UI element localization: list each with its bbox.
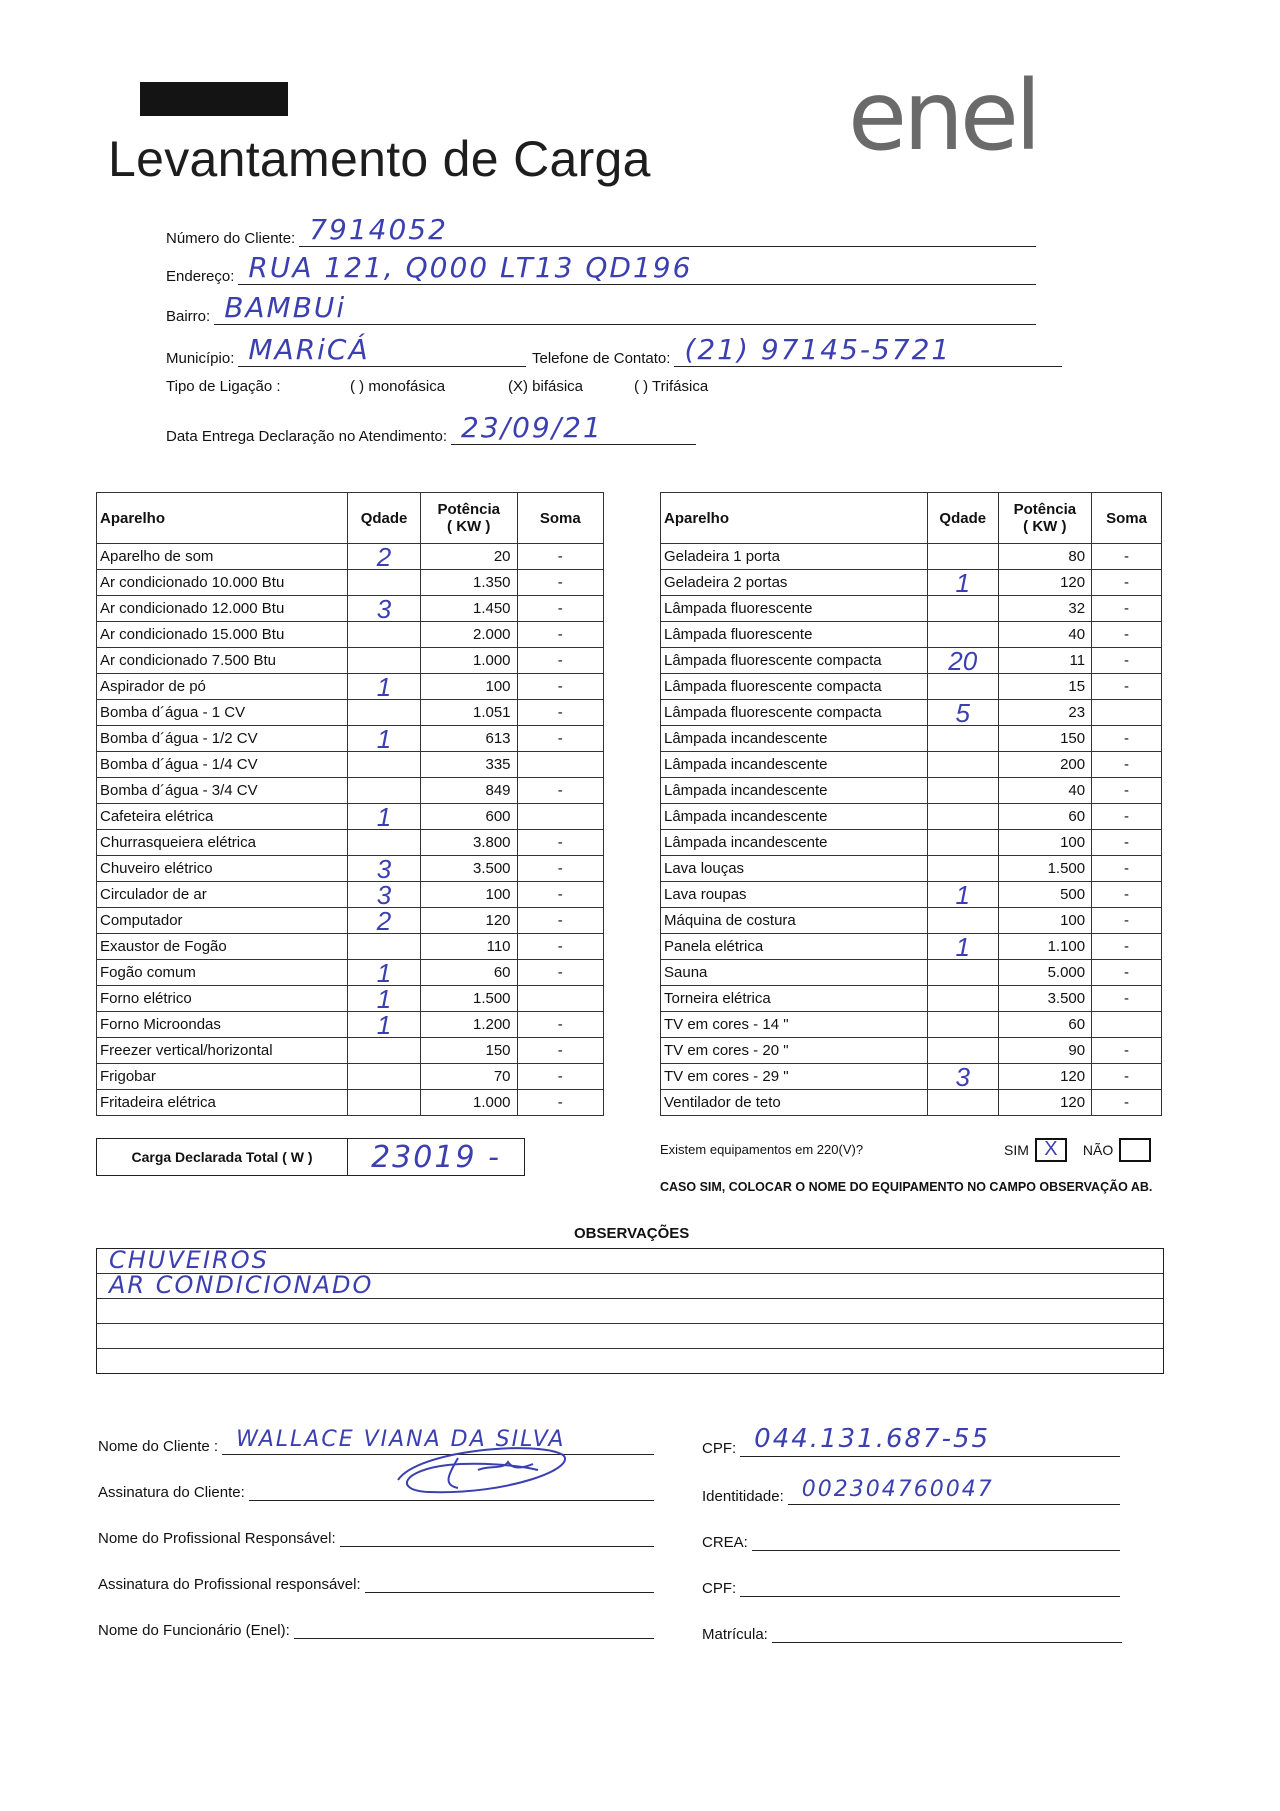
table-row	[661, 856, 1162, 882]
cpf-label: CPF:	[702, 1440, 737, 1457]
observacao-line[interactable]	[97, 1324, 1163, 1349]
cell-aparelho: Forno Microondas	[97, 1012, 348, 1038]
table-row	[661, 960, 1162, 986]
observacoes-box[interactable]	[96, 1248, 1164, 1374]
sim-checkbox[interactable]: X	[1035, 1138, 1067, 1162]
cell-soma[interactable]: -	[517, 674, 603, 700]
table-row	[661, 544, 1162, 570]
telefone-label: Telefone de Contato:	[532, 350, 671, 367]
cell-qdade[interactable]	[927, 908, 998, 934]
cell-potencia: 120	[998, 1064, 1092, 1090]
table-row	[661, 1064, 1162, 1090]
cell-potencia: 1.000	[420, 648, 517, 674]
cell-aparelho: Lâmpada incandescente	[661, 804, 928, 830]
cell-aparelho: Máquina de costura	[661, 908, 928, 934]
observacao-text: CHUVEIROS	[109, 1246, 269, 1274]
cell-soma[interactable]	[517, 752, 603, 778]
cell-soma[interactable]	[517, 986, 603, 1012]
cell-qdade[interactable]: 1	[348, 726, 421, 752]
cell-potencia: 120	[420, 908, 517, 934]
table-row	[97, 856, 604, 882]
table-row	[97, 804, 604, 830]
observacoes-title: OBSERVAÇÕES	[574, 1225, 690, 1242]
cell-potencia: 40	[998, 778, 1092, 804]
cell-potencia: 23	[998, 700, 1092, 726]
equip-220-options	[1004, 1138, 1151, 1162]
cell-soma[interactable]: -	[1092, 674, 1162, 700]
funcionario-label: Nome do Funcionário (Enel):	[98, 1622, 290, 1639]
cell-aparelho: Ar condicionado 15.000 Btu	[97, 622, 348, 648]
cell-qdade[interactable]: 1	[927, 882, 998, 908]
municipio-field[interactable]	[166, 333, 526, 367]
cell-potencia: 200	[998, 752, 1092, 778]
table-row	[97, 570, 604, 596]
cell-potencia: 600	[420, 804, 517, 830]
cell-soma[interactable]: -	[517, 544, 603, 570]
observacao-line[interactable]	[97, 1271, 1163, 1299]
cell-soma[interactable]: -	[517, 934, 603, 960]
equip-220-note: CASO SIM, COLOCAR O NOME DO EQUIPAMENTO NO CAMPO OBSERVAÇÃO AB.	[660, 1180, 1153, 1194]
data-entrega-value: 23/09/21	[461, 411, 603, 444]
cell-soma[interactable]: -	[1092, 830, 1162, 856]
cpf2-label: CPF:	[702, 1580, 737, 1597]
cell-soma[interactable]: -	[1092, 752, 1162, 778]
cell-potencia: 5.000	[998, 960, 1092, 986]
profissional-field[interactable]	[98, 1518, 654, 1547]
cell-qdade[interactable]: 3	[348, 596, 421, 622]
cell-potencia: 60	[420, 960, 517, 986]
cell-qdade[interactable]	[927, 804, 998, 830]
cell-qdade[interactable]	[927, 544, 998, 570]
cell-soma[interactable]: -	[1092, 804, 1162, 830]
header-soma: Soma	[1092, 493, 1162, 544]
cell-soma[interactable]	[1092, 1012, 1162, 1038]
cell-qdade[interactable]	[348, 1038, 421, 1064]
cell-potencia: 60	[998, 804, 1092, 830]
cell-soma[interactable]: -	[1092, 882, 1162, 908]
cell-potencia: 90	[998, 1038, 1092, 1064]
cell-potencia: 40	[998, 622, 1092, 648]
table-row	[661, 830, 1162, 856]
data-entrega-label: Data Entrega Declaração no Atendimento:	[166, 428, 448, 445]
table-row	[97, 700, 604, 726]
cell-aparelho: Bomba d´água - 1/4 CV	[97, 752, 348, 778]
assinatura-profissional-field[interactable]	[98, 1564, 654, 1593]
cell-potencia: 3.800	[420, 830, 517, 856]
nome-cliente-label: Nome do Cliente :	[98, 1438, 219, 1455]
equipment-table-left	[96, 492, 604, 1116]
header-qdade: Qdade	[348, 493, 421, 544]
table-row	[97, 622, 604, 648]
cell-qdade[interactable]	[927, 960, 998, 986]
cell-soma[interactable]: -	[517, 830, 603, 856]
cell-qdade[interactable]	[927, 778, 998, 804]
table-row	[661, 570, 1162, 596]
table-row	[661, 1012, 1162, 1038]
observacao-text: AR CONDICIONADO	[109, 1271, 374, 1299]
cell-potencia: 100	[420, 882, 517, 908]
numero-cliente-field[interactable]	[166, 213, 1036, 247]
cell-aparelho: Bomba d´água - 1/2 CV	[97, 726, 348, 752]
header-qdade: Qdade	[927, 493, 998, 544]
cell-aparelho: Lâmpada incandescente	[661, 778, 928, 804]
cell-qdade[interactable]	[927, 856, 998, 882]
cell-potencia: 613	[420, 726, 517, 752]
cell-aparelho: TV em cores - 29 "	[661, 1064, 928, 1090]
cell-soma[interactable]: -	[517, 908, 603, 934]
table-row	[97, 752, 604, 778]
cell-soma[interactable]: -	[517, 648, 603, 674]
table-row	[97, 778, 604, 804]
header-aparelho: Aparelho	[661, 493, 928, 544]
cell-aparelho: Ventilador de teto	[661, 1090, 928, 1116]
cell-qdade[interactable]: 3	[348, 882, 421, 908]
cell-aparelho: Lâmpada fluorescente	[661, 596, 928, 622]
cell-aparelho: Forno elétrico	[97, 986, 348, 1012]
endereco-value: RUA 121, Q000 LT13 QD196	[248, 251, 693, 284]
cpf-field[interactable]	[702, 1424, 1120, 1457]
cell-potencia: 1.500	[998, 856, 1092, 882]
numero-cliente-label: Número do Cliente:	[166, 230, 296, 247]
cell-qdade[interactable]: 1	[348, 1012, 421, 1038]
cell-soma[interactable]: -	[1092, 622, 1162, 648]
table-row	[661, 622, 1162, 648]
nao-checkbox[interactable]	[1119, 1138, 1151, 1162]
cpf-value: 044.131.687-55	[754, 1424, 991, 1454]
bairro-value: BAMBUi	[224, 291, 347, 324]
cell-potencia: 120	[998, 570, 1092, 596]
cell-soma[interactable]: -	[517, 1012, 603, 1038]
cell-potencia: 335	[420, 752, 517, 778]
cell-soma[interactable]: -	[1092, 1090, 1162, 1116]
cell-soma[interactable]: -	[517, 856, 603, 882]
cell-qdade[interactable]	[927, 596, 998, 622]
cell-soma[interactable]: -	[517, 622, 603, 648]
cell-aparelho: Lâmpada incandescente	[661, 752, 928, 778]
cell-potencia: 150	[998, 726, 1092, 752]
sim-label: SIM	[1004, 1142, 1029, 1158]
table-row	[661, 778, 1162, 804]
profissional-label: Nome do Profissional Responsável:	[98, 1530, 336, 1547]
cell-potencia: 849	[420, 778, 517, 804]
cell-potencia: 70	[420, 1064, 517, 1090]
data-entrega-field[interactable]	[166, 411, 696, 445]
cell-aparelho: Ar condicionado 12.000 Btu	[97, 596, 348, 622]
matricula-label: Matrícula:	[702, 1626, 768, 1643]
cell-potencia: 100	[998, 908, 1092, 934]
numero-cliente-value: 7914052	[309, 213, 448, 246]
table-row	[661, 882, 1162, 908]
table-header-row	[97, 493, 604, 544]
cell-soma[interactable]: -	[1092, 908, 1162, 934]
cell-qdade[interactable]	[927, 986, 998, 1012]
table-row	[97, 960, 604, 986]
table-row	[97, 1064, 604, 1090]
cell-soma[interactable]: -	[517, 596, 603, 622]
cell-qdade[interactable]: 3	[927, 1064, 998, 1090]
cell-soma[interactable]: -	[1092, 960, 1162, 986]
nao-label: NÃO	[1082, 1142, 1114, 1158]
cell-qdade[interactable]: 1	[348, 986, 421, 1012]
cell-qdade[interactable]	[927, 752, 998, 778]
cell-qdade[interactable]	[348, 700, 421, 726]
cell-potencia: 1.350	[420, 570, 517, 596]
cell-soma[interactable]: -	[1092, 1064, 1162, 1090]
cell-aparelho: Lâmpada fluorescente compacta	[661, 648, 928, 674]
cell-qdade[interactable]	[927, 1012, 998, 1038]
cell-aparelho: Bomba d´água - 1 CV	[97, 700, 348, 726]
cell-qdade[interactable]: 5	[927, 700, 998, 726]
cell-potencia: 11	[998, 648, 1092, 674]
cell-potencia: 500	[998, 882, 1092, 908]
cell-aparelho: Freezer vertical/horizontal	[97, 1038, 348, 1064]
cell-aparelho: Lava roupas	[661, 882, 928, 908]
cell-aparelho: Sauna	[661, 960, 928, 986]
cell-potencia: 100	[420, 674, 517, 700]
cell-soma[interactable]: -	[1092, 986, 1162, 1012]
cell-soma[interactable]: -	[517, 882, 603, 908]
cell-soma[interactable]: -	[1092, 596, 1162, 622]
cell-aparelho: Lava louças	[661, 856, 928, 882]
cell-qdade[interactable]: 3	[348, 856, 421, 882]
cell-soma[interactable]: -	[517, 700, 603, 726]
table-row	[97, 986, 604, 1012]
client-signature	[388, 1440, 578, 1500]
identidade-label: Identitidade:	[702, 1488, 784, 1505]
cell-potencia: 100	[998, 830, 1092, 856]
observacao-line[interactable]	[97, 1299, 1163, 1324]
cell-qdade[interactable]: 1	[927, 934, 998, 960]
assinatura-cliente-label: Assinatura do Cliente:	[98, 1484, 245, 1501]
cell-qdade[interactable]	[927, 830, 998, 856]
header-potencia: Potência ( KW )	[420, 493, 517, 544]
cell-potencia: 1.000	[420, 1090, 517, 1116]
carga-total-box	[96, 1138, 525, 1176]
cell-aparelho: Lâmpada incandescente	[661, 830, 928, 856]
table-row	[97, 1012, 604, 1038]
table-row	[661, 700, 1162, 726]
table-row	[661, 596, 1162, 622]
table-row	[661, 752, 1162, 778]
table-row	[661, 908, 1162, 934]
cell-soma[interactable]: -	[1092, 544, 1162, 570]
cell-potencia: 3.500	[998, 986, 1092, 1012]
redacted-block	[140, 82, 288, 116]
cell-potencia: 150	[420, 1038, 517, 1064]
table-row	[97, 830, 604, 856]
bairro-label: Bairro:	[166, 308, 211, 325]
table-row	[661, 1038, 1162, 1064]
cell-soma[interactable]: -	[1092, 570, 1162, 596]
cell-potencia: 1.051	[420, 700, 517, 726]
cell-qdade[interactable]: 1	[927, 570, 998, 596]
cell-qdade[interactable]	[348, 1090, 421, 1116]
cell-qdade[interactable]: 20	[927, 648, 998, 674]
cell-soma[interactable]: -	[517, 726, 603, 752]
endereco-label: Endereço:	[166, 268, 235, 285]
cell-soma[interactable]: -	[517, 1090, 603, 1116]
cell-aparelho: Frigobar	[97, 1064, 348, 1090]
cell-aparelho: Lâmpada incandescente	[661, 726, 928, 752]
cell-qdade[interactable]	[927, 726, 998, 752]
cell-aparelho: Panela elétrica	[661, 934, 928, 960]
cell-soma[interactable]: -	[517, 960, 603, 986]
table-row	[661, 648, 1162, 674]
cell-potencia: 20	[420, 544, 517, 570]
table-row	[97, 1090, 604, 1116]
cell-potencia: 1.500	[420, 986, 517, 1012]
cell-potencia: 80	[998, 544, 1092, 570]
cell-qdade[interactable]	[348, 934, 421, 960]
header-potencia: Potência ( KW )	[998, 493, 1092, 544]
header-soma: Soma	[517, 493, 603, 544]
equip-220-question: Existem equipamentos em 220(V)?	[660, 1142, 864, 1157]
observacao-line[interactable]	[97, 1349, 1163, 1373]
cell-soma[interactable]: -	[517, 778, 603, 804]
cell-soma[interactable]: -	[1092, 778, 1162, 804]
cell-potencia: 1.100	[998, 934, 1092, 960]
table-row	[97, 934, 604, 960]
cell-aparelho: Lâmpada fluorescente compacta	[661, 674, 928, 700]
option-trifasica[interactable]: ( ) Trifásica	[634, 378, 709, 395]
equipment-table-right	[660, 492, 1162, 1116]
cell-aparelho: Aparelho de som	[97, 544, 348, 570]
cell-potencia: 60	[998, 1012, 1092, 1038]
carga-total-value[interactable]: 23019 -	[371, 1139, 501, 1175]
table-row	[97, 544, 604, 570]
cell-aparelho: Churrasqueiera elétrica	[97, 830, 348, 856]
table-row	[97, 674, 604, 700]
table-row	[661, 804, 1162, 830]
carga-total-label: Carga Declarada Total ( W )	[97, 1139, 348, 1175]
endereco-field[interactable]	[166, 251, 1036, 285]
cell-aparelho: Chuveiro elétrico	[97, 856, 348, 882]
cell-soma[interactable]: -	[517, 1064, 603, 1090]
cell-qdade[interactable]: 2	[348, 908, 421, 934]
cell-qdade[interactable]	[348, 648, 421, 674]
cell-aparelho: Aspirador de pó	[97, 674, 348, 700]
cell-aparelho: Ar condicionado 7.500 Btu	[97, 648, 348, 674]
cell-aparelho: Torneira elétrica	[661, 986, 928, 1012]
page-title: Levantamento de Carga	[108, 131, 651, 187]
nome-cliente-value: WALLACE VIANA DA SILVA	[236, 1427, 566, 1452]
option-bifasica[interactable]: (X) bifásica	[508, 378, 584, 395]
enel-logo: enel	[848, 60, 1038, 172]
table-row	[661, 986, 1162, 1012]
cell-aparelho: Circulador de ar	[97, 882, 348, 908]
identidade-value: 002304760047	[801, 1477, 994, 1502]
cell-aparelho: TV em cores - 20 "	[661, 1038, 928, 1064]
cell-aparelho: Computador	[97, 908, 348, 934]
table-row	[97, 596, 604, 622]
municipio-label: Município:	[166, 350, 235, 367]
cell-aparelho: Geladeira 2 portas	[661, 570, 928, 596]
municipio-value: MARiCÁ	[248, 333, 370, 366]
cell-aparelho: Lâmpada fluorescente	[661, 622, 928, 648]
cell-potencia: 110	[420, 934, 517, 960]
cell-aparelho: Bomba d´água - 3/4 CV	[97, 778, 348, 804]
cell-qdade[interactable]: 1	[348, 804, 421, 830]
table-row	[97, 726, 604, 752]
cell-aparelho: Exaustor de Fogão	[97, 934, 348, 960]
table-row	[661, 1090, 1162, 1116]
cell-potencia: 15	[998, 674, 1092, 700]
cell-soma[interactable]	[517, 804, 603, 830]
cell-qdade[interactable]: 2	[348, 544, 421, 570]
cell-qdade[interactable]	[927, 1090, 998, 1116]
cell-potencia: 3.500	[420, 856, 517, 882]
cell-potencia: 120	[998, 1090, 1092, 1116]
cell-aparelho: Fogão comum	[97, 960, 348, 986]
cell-soma[interactable]: -	[517, 570, 603, 596]
cell-potencia: 1.450	[420, 596, 517, 622]
table-row	[97, 882, 604, 908]
tipo-ligacao-label: Tipo de Ligação :	[166, 378, 281, 395]
telefone-value: (21) 97145-5721	[684, 333, 952, 366]
funcionario-field[interactable]	[98, 1610, 654, 1639]
matricula-field[interactable]	[702, 1614, 1122, 1643]
cell-qdade[interactable]	[348, 778, 421, 804]
assinatura-profissional-label: Assinatura do Profissional responsável:	[98, 1576, 361, 1593]
cell-aparelho: Lâmpada fluorescente compacta	[661, 700, 928, 726]
table-row	[97, 908, 604, 934]
identidade-field[interactable]	[702, 1476, 1120, 1505]
cell-aparelho: Ar condicionado 10.000 Btu	[97, 570, 348, 596]
tipo-ligacao	[166, 378, 708, 395]
cell-aparelho: Geladeira 1 porta	[661, 544, 928, 570]
table-row	[97, 1038, 604, 1064]
cell-soma[interactable]: -	[1092, 648, 1162, 674]
table-header-row	[661, 493, 1162, 544]
telefone-field[interactable]	[532, 333, 1062, 367]
cell-qdade[interactable]	[927, 622, 998, 648]
cpf2-field[interactable]	[702, 1568, 1120, 1597]
cell-potencia: 2.000	[420, 622, 517, 648]
cell-soma[interactable]	[1092, 700, 1162, 726]
table-row	[661, 934, 1162, 960]
cell-soma[interactable]: -	[1092, 726, 1162, 752]
cell-soma[interactable]: -	[1092, 934, 1162, 960]
cell-qdade[interactable]	[348, 830, 421, 856]
cell-potencia: 32	[998, 596, 1092, 622]
cell-soma[interactable]: -	[1092, 856, 1162, 882]
cell-qdade[interactable]	[348, 752, 421, 778]
header-aparelho: Aparelho	[97, 493, 348, 544]
cell-qdade[interactable]	[927, 1038, 998, 1064]
cell-soma[interactable]: -	[517, 1038, 603, 1064]
crea-field[interactable]	[702, 1522, 1120, 1551]
cell-aparelho: Cafeteira elétrica	[97, 804, 348, 830]
cell-qdade[interactable]: 1	[348, 960, 421, 986]
cell-qdade[interactable]	[348, 1064, 421, 1090]
cell-aparelho: Fritadeira elétrica	[97, 1090, 348, 1116]
table-row	[661, 674, 1162, 700]
option-monofasica[interactable]: ( ) monofásica	[350, 378, 446, 395]
bairro-field[interactable]	[166, 291, 1036, 325]
table-row	[661, 726, 1162, 752]
cell-qdade[interactable]	[348, 622, 421, 648]
crea-label: CREA:	[702, 1534, 748, 1551]
cell-qdade[interactable]	[348, 570, 421, 596]
cell-qdade[interactable]: 1	[348, 674, 421, 700]
cell-qdade[interactable]	[927, 674, 998, 700]
table-row	[97, 648, 604, 674]
cell-potencia: 1.200	[420, 1012, 517, 1038]
cell-aparelho: TV em cores - 14 "	[661, 1012, 928, 1038]
cell-soma[interactable]: -	[1092, 1038, 1162, 1064]
